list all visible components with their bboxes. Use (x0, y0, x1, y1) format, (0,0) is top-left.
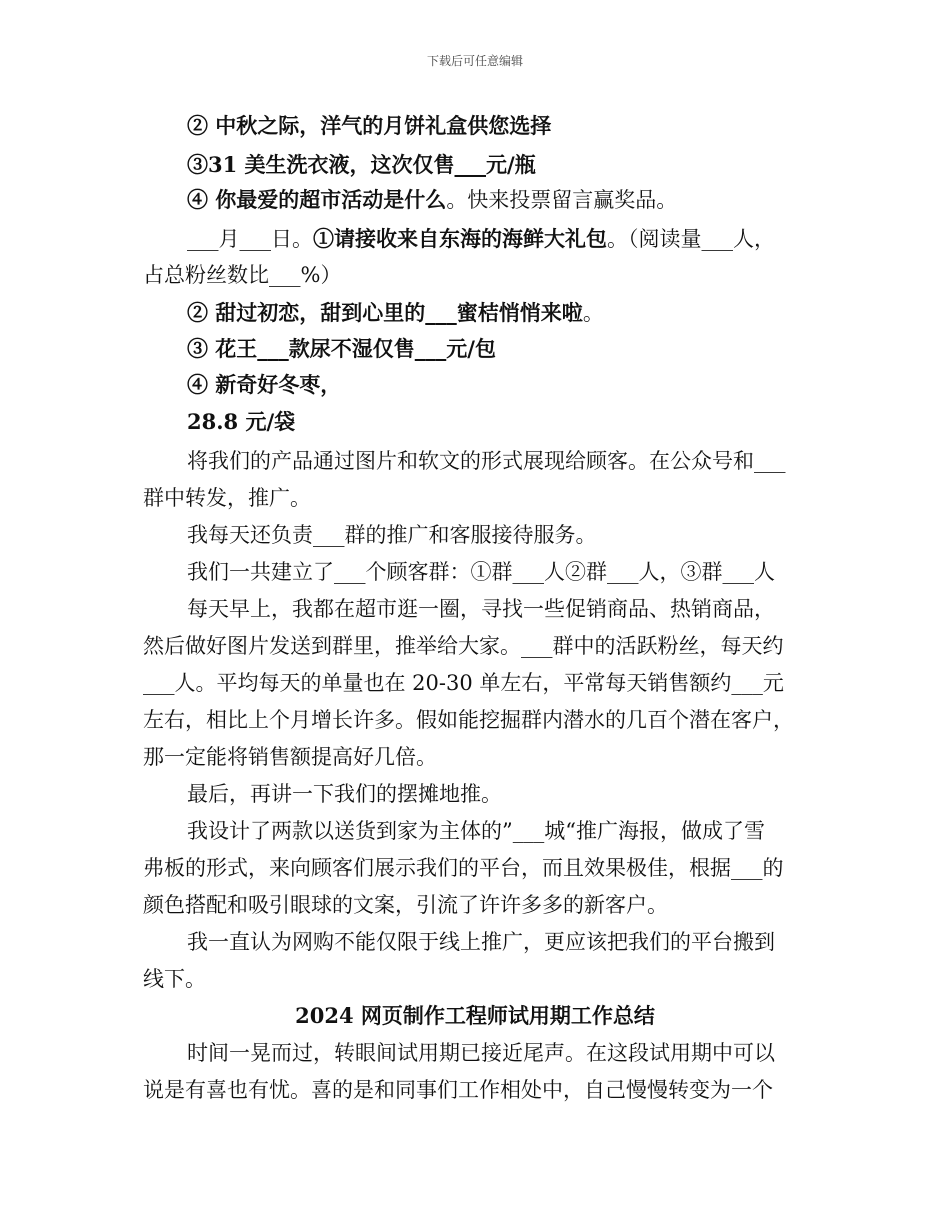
promo-line-vote (187, 185, 677, 215)
promo-line-detergent: ③31 美生洗衣液，这次仅售___元/瓶 (187, 152, 536, 177)
promo-line-price: 28.8 元/袋 (187, 409, 296, 434)
promo-line-orange (187, 298, 604, 328)
fan-ratio-line: 占总粉丝数比___%） (143, 263, 342, 287)
paragraph-line: 线下。 (143, 967, 206, 991)
paragraph-line: 最后，再讲一下我们的摆摊地推。 (187, 782, 502, 806)
section-title: 2024 网页制作工程师试用期工作总结 (295, 1003, 655, 1028)
promo-line-seafood-bold: ①请接收来自东海的海鲜大礼包 (313, 226, 607, 251)
paragraph-line: 颜色搭配和吸引眼球的文案，引流了许许多多的新客户。 (143, 893, 668, 917)
promo-line-vote-bold: ④ 你最爱的超市活动是什么 (187, 187, 447, 212)
paragraph-line: 左右，相比上个月增长许多。假如能挖掘群内潜水的几百个潜在客户， (143, 708, 794, 732)
promo-line-orange-normal: 。 (582, 301, 604, 325)
promo-line-mooncake: ② 中秋之际，洋气的月饼礼盒供您选择 (187, 113, 552, 138)
paragraph-line: 我设计了两款以送货到家为主体的”___城“推广海报，做成了雪 (187, 819, 765, 843)
promo-line-dates: ④ 新奇好冬枣， (187, 372, 342, 397)
paragraph-line: 我每天还负责___群的推广和客服接待服务。 (187, 523, 597, 547)
paragraph-line: ___人。平均每天的单量也在 20-30 单左右，平常每天销售额约___元 (143, 671, 784, 695)
paragraph-line: 弗板的形式，来向顾客们展示我们的平台，而且效果极佳，根据___的 (143, 856, 784, 880)
paragraph-line: 说是有喜也有忧。喜的是和同事们工作相处中，自己慢慢转变为一个 (143, 1078, 773, 1102)
paragraph-line: 每天早上，我都在超市逛一圈，寻找一些促销商品、热销商品， (187, 597, 775, 621)
promo-line-diapers: ③ 花王___款尿不湿仅售___元/包 (187, 336, 496, 361)
page-header-note: 下载后可任意编辑 (426, 54, 523, 68)
promo-line-seafood-reads: 。（阅读量___人， (607, 227, 775, 251)
paragraph-line: 我们一共建立了___个顾客群：①群___人②群___人，③群___人 (187, 560, 775, 584)
paragraph-line: 我一直认为网购不能仅限于线上推广，更应该把我们的平台搬到 (187, 930, 775, 954)
paragraph-line: 将我们的产品通过图片和软文的形式展现给顾客。在公众号和___ (187, 449, 786, 473)
paragraph-line: 群中转发，推广。 (143, 486, 311, 510)
promo-line-seafood (187, 224, 775, 254)
paragraph-line: 那一定能将销售额提高好几倍。 (143, 745, 437, 769)
paragraph-line: 然后做好图片发送到群里，推举给大家。___群中的活跃粉丝，每天约 (143, 634, 784, 658)
promo-line-orange-bold: ② 甜过初恋，甜到心里的___蜜桔悄悄来啦 (187, 300, 583, 325)
promo-line-seafood-date: ___月___日。 (187, 227, 313, 251)
promo-line-vote-normal: 。快来投票留言赢奖品。 (446, 188, 678, 212)
paragraph-line: 时间一晃而过，转眼间试用期已接近尾声。在这段试用期中可以 (187, 1041, 775, 1065)
